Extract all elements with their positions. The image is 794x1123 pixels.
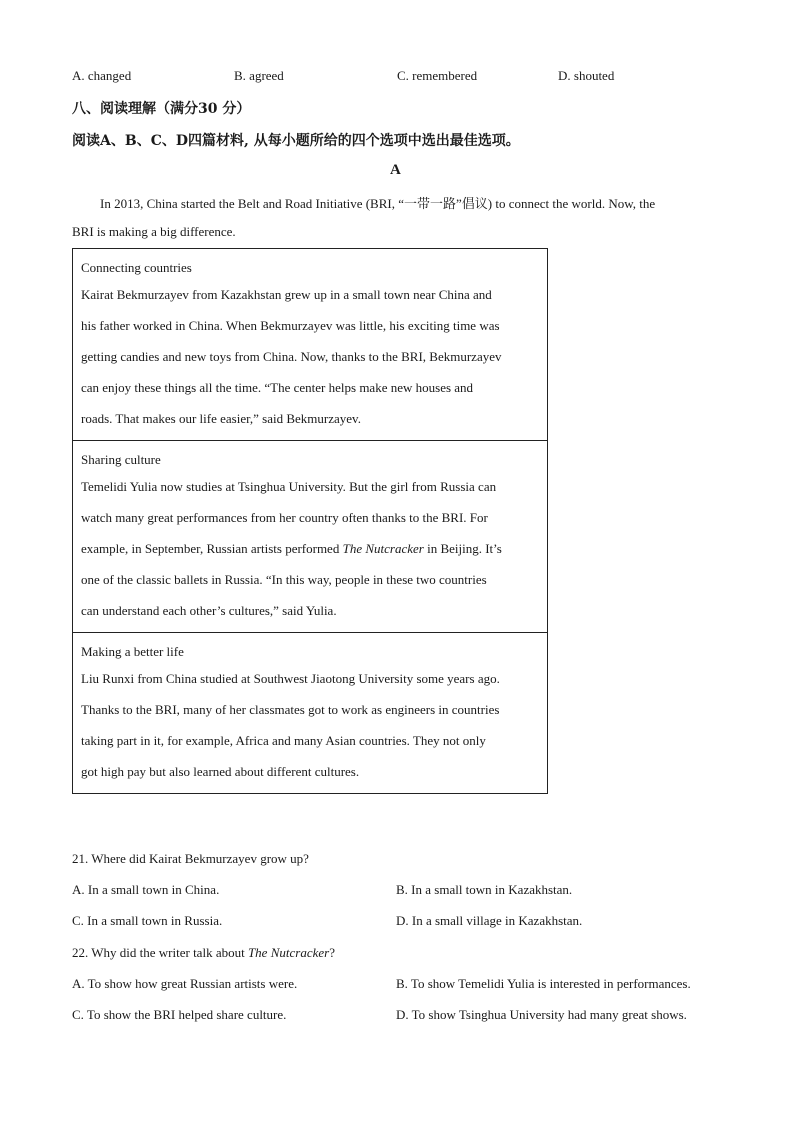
option-d: D. In a small village in Kazakhstan.: [396, 913, 583, 928]
option-b: B. In a small town in Kazakhstan.: [396, 882, 573, 897]
row-line: got high pay but also learned about different cultures.: [81, 764, 360, 779]
row-line: can understand each other’s cultures,” said Yulia.: [81, 603, 337, 618]
option-d: D. shouted: [558, 68, 615, 83]
row-line: his father worked in China. When Bekmurzayev was little, his exciting time was: [81, 318, 500, 333]
ballet-title: The Nutcracker: [247, 945, 330, 960]
option-a: A. In a small town in China.: [72, 882, 220, 897]
row-line: Kairat Bekmurzayev from Kazakhstan grew up in a small town near China and: [81, 287, 492, 302]
text-segment: ?: [329, 945, 335, 960]
row-line: can enjoy these things all the time. “The center helps make new houses and: [81, 380, 474, 395]
intro-line-2: BRI is making a big difference.: [72, 224, 236, 239]
option-c: C. In a small town in Russia.: [72, 913, 223, 928]
row-line: Temelidi Yulia now studies at Tsinghua University. But the girl from Russia can: [81, 479, 497, 494]
row-line: Thanks to the BRI, many of her classmates got to work as engineers in countries: [81, 702, 500, 717]
option-b: B. agreed: [234, 68, 284, 83]
text-segment: 22. Why did the writer talk about: [72, 945, 245, 960]
option-d: D. To show Tsinghua University had many great shows.: [396, 1007, 687, 1022]
option-c: C. To show the BRI helped share culture.: [72, 1007, 287, 1022]
option-b: B. To show Temelidi Yulia is interested in performances.: [396, 976, 691, 991]
table-row-sharing-culture: [73, 441, 548, 633]
text-segment: example, in September, Russian artists performed: [81, 541, 340, 556]
question-21: [72, 851, 752, 931]
section-title: 八、阅读理解（满分30 分）: [72, 101, 251, 117]
row-line: getting candies and new toys from China. Now, thanks to the BRI, Bekmurzayev: [81, 349, 502, 364]
row-line: watch many great performances from her country often thanks to the BRI. For: [81, 510, 488, 525]
option-c: C. remembered: [397, 68, 478, 83]
table-row-making-better-life: [73, 633, 548, 794]
previous-question-options: [72, 68, 732, 86]
row-line: Liu Runxi from China studied at Southwest Jiaotong University some years ago.: [81, 671, 500, 686]
option-a: A. changed: [72, 68, 132, 83]
text-segment: in Beijing. It’s: [427, 541, 502, 556]
row-line: [81, 533, 539, 564]
row-title: Connecting countries: [81, 260, 192, 275]
passage-letter: A: [390, 162, 401, 178]
row-line: roads. That makes our life easier,” said Bekmurzayev.: [81, 411, 361, 426]
intro-line-1: In 2013, China started the Belt and Road Initiative (BRI, “一带一路”倡议) to connect the world. Now, the: [100, 196, 656, 211]
question-text: [72, 945, 335, 961]
row-title: Making a better life: [81, 644, 184, 659]
row-line: taking part in it, for example, Africa and many Asian countries. They not only: [81, 733, 486, 748]
option-a: A. To show how great Russian artists were.: [72, 976, 298, 991]
question-text: 21. Where did Kairat Bekmurzayev grow up?: [72, 851, 309, 866]
ballet-title: The Nutcracker: [342, 541, 424, 556]
row-line: one of the classic ballets in Russia. “In this way, people in these two countries: [81, 572, 487, 587]
question-22: [72, 945, 752, 1025]
reading-instruction: 阅读A、B、C、D四篇材料, 从每小题所给的四个选项中选出最佳选项。: [72, 133, 520, 149]
passage-table: [72, 248, 548, 794]
row-title: Sharing culture: [81, 452, 161, 467]
table-row-connecting-countries: [73, 249, 548, 441]
